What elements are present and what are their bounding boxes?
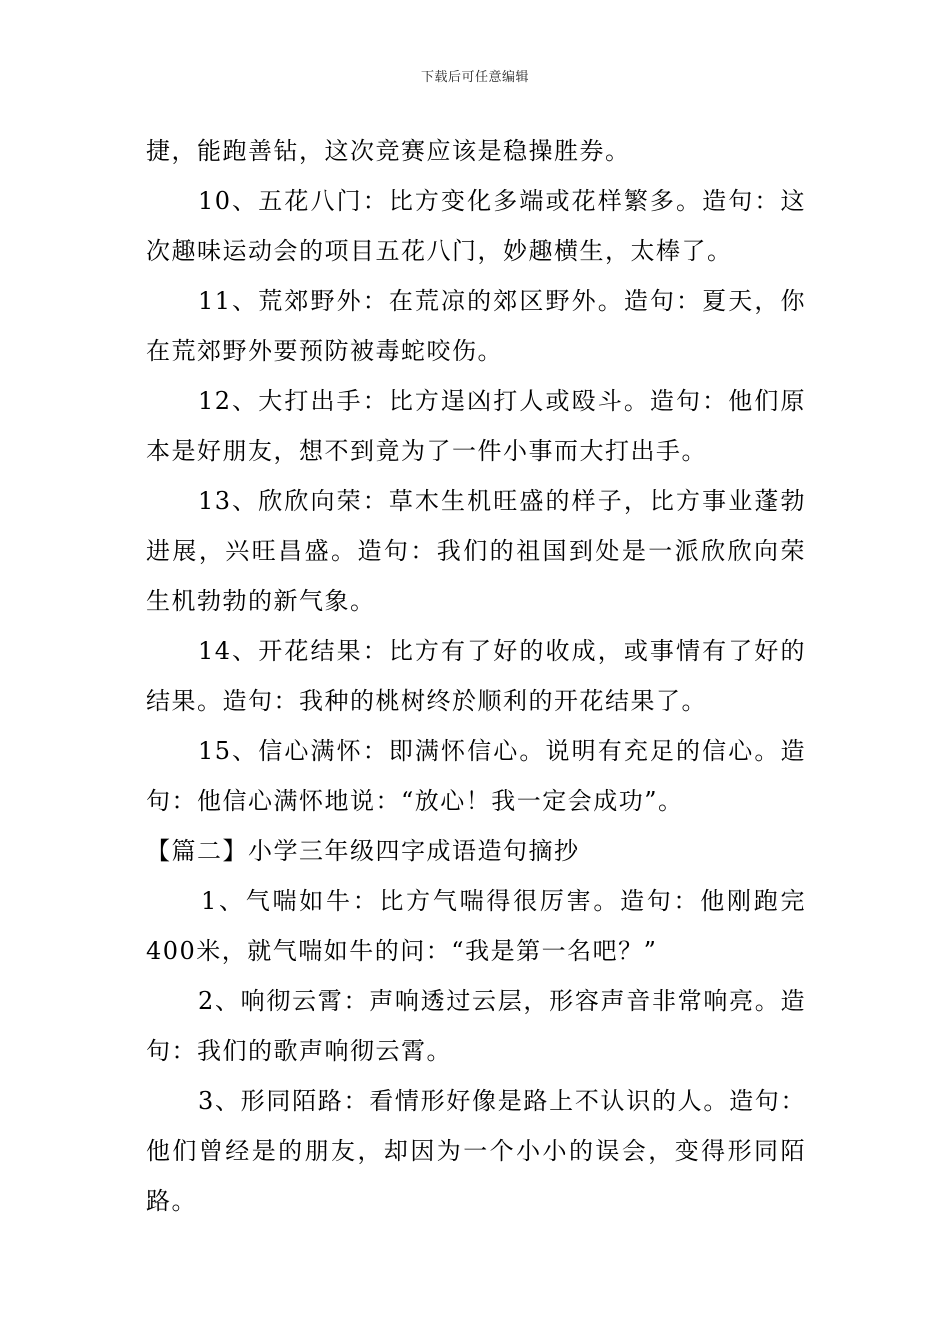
idiom-entry-1: 1、气喘如牛：比方气喘得很厉害。造句：他刚跑完400米，就气喘如牛的问：“我是第一名吧？” bbox=[146, 887, 806, 965]
idiom-entry-15: 15、信心满怀：即满怀信心。说明有充足的信心。造句：他信心满怀地说：“放心！我一定会成功”。 bbox=[146, 737, 806, 815]
paragraph-continuation: 捷，能跑善钻，这次竞赛应该是稳操胜券。 bbox=[146, 137, 631, 165]
section-heading: 【篇二】小学三年级四字成语造句摘抄 bbox=[146, 837, 580, 865]
idiom-entry-2: 2、响彻云霄：声响透过云层，形容声音非常响亮。造句：我们的歌声响彻云霄。 bbox=[146, 987, 806, 1065]
idiom-entry-11: 11、荒郊野外：在荒凉的郊区野外。造句：夏天，你在荒郊野外要预防被毒蛇咬伤。 bbox=[146, 287, 806, 365]
idiom-entry-3: 3、形同陌路：看情形好像是路上不认识的人。造句：他们曾经是的朋友，却因为一个小小的误会，变得形同陌路。 bbox=[146, 1087, 806, 1215]
idiom-entry-12: 12、大打出手：比方逞凶打人或殴斗。造句：他们原本是好朋友，想不到竟为了一件小事而大打出手。 bbox=[146, 387, 806, 465]
document-body bbox=[146, 126, 806, 1226]
idiom-entry-10: 10、五花八门：比方变化多端或花样繁多。造句：这次趣味运动会的项目五花八门，妙趣横生，太棒了。 bbox=[146, 187, 806, 265]
page-header: 下载后可任意编辑 bbox=[420, 70, 529, 85]
idiom-entry-14: 14、开花结果：比方有了好的收成，或事情有了好的结果。造句：我种的桃树终於顺利的开花结果了。 bbox=[146, 637, 806, 715]
idiom-entry-13: 13、欣欣向荣：草木生机旺盛的样子，比方事业蓬勃进展，兴旺昌盛。造句：我们的祖国到处是一派欣欣向荣生机勃勃的新气象。 bbox=[146, 487, 806, 615]
